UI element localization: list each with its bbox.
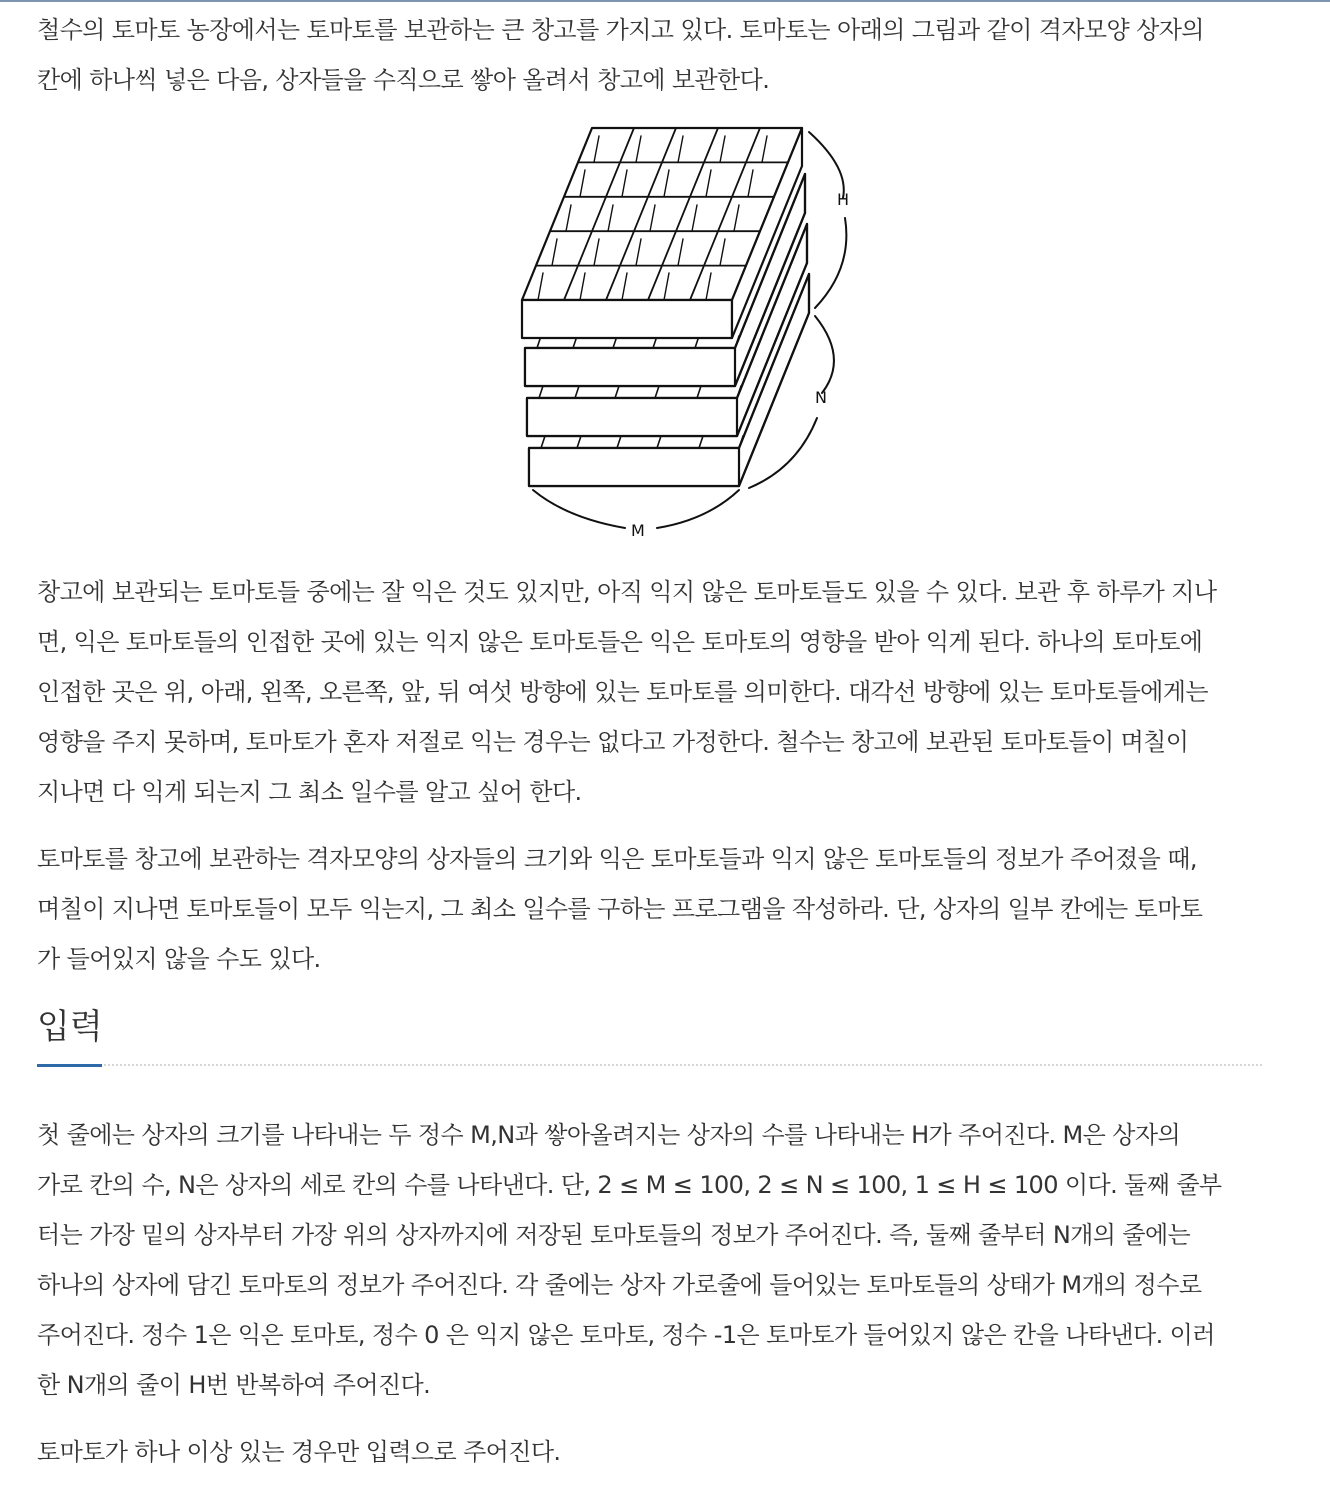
text-line: 토마토가 하나 이상 있는 경우만 입력으로 주어진다. [37, 1438, 561, 1466]
input-description [37, 1110, 1222, 1410]
text-line: 가 들어있지 않을 수도 있다. [37, 945, 321, 973]
text-line: 터는 가장 밑의 상자부터 가장 위의 상자까지에 저장된 토마토들의 정보가 주어진다. 즉, 둘째 줄부터 N개의 줄에는 [37, 1221, 1191, 1249]
problem-task [37, 834, 1202, 984]
height-label: H [837, 190, 850, 209]
top-border [0, 0, 1330, 2]
text-line: 한 N개의 줄이 H번 반복하여 주어진다. [37, 1371, 431, 1399]
box-stack-illustration [477, 118, 867, 548]
text-line: 토마토를 창고에 보관하는 격자모양의 상자들의 크기와 익은 토마토들과 익지 않은 토마토들의 정보가 주어졌을 때, [37, 845, 1197, 873]
text-line: 철수의 토마토 농장에서는 토마토를 보관하는 큰 창고를 가지고 있다. 토마토는 아래의 그림과 같이 격자모양 상자의 [37, 16, 1204, 44]
text-line: 인접한 곳은 위, 아래, 왼쪽, 오른쪽, 앞, 뒤 여섯 방향에 있는 토마토를 의미한다. 대각선 방향에 있는 토마토들에게는 [37, 678, 1208, 706]
text-line: 주어진다. 정수 1은 익은 토마토, 정수 0 은 익지 않은 토마토, 정수 -1은 토마토가 들어있지 않은 칸을 나타낸다. 이러 [37, 1321, 1215, 1349]
text-line: 지나면 다 익게 되는지 그 최소 일수를 알고 싶어 한다. [37, 778, 582, 806]
problem-ripening-rule [37, 567, 1216, 817]
tomato-box-stack-figure [477, 118, 867, 548]
depth-label: N [815, 388, 827, 407]
text-line: 며칠이 지나면 토마토들이 모두 익는지, 그 최소 일수를 구하는 프로그램을 작성하라. 단, 상자의 일부 칸에는 토마토 [37, 895, 1203, 923]
text-line: 칸에 하나씩 넣은 다음, 상자들을 수직으로 쌓아 올려서 창고에 보관한다. [37, 66, 770, 94]
section-divider-accent [37, 1064, 102, 1067]
text-line: 창고에 보관되는 토마토들 중에는 잘 익은 것도 있지만, 아직 익지 않은 토마토들도 있을 수 있다. 보관 후 하루가 지나 [37, 578, 1217, 606]
section-divider [37, 1064, 1262, 1066]
problem-intro [37, 5, 1204, 105]
text-line: 하나의 상자에 담긴 토마토의 정보가 주어진다. 각 줄에는 상자 가로줄에 들어있는 토마토들의 상태가 M개의 정수로 [37, 1271, 1202, 1299]
text-line: 첫 줄에는 상자의 크기를 나타내는 두 정수 M,N과 쌓아올려지는 상자의 수를 나타내는 H가 주어진다. M은 상자의 [37, 1121, 1181, 1149]
width-label: M [631, 521, 645, 540]
text-line: 가로 칸의 수, N은 상자의 세로 칸의 수를 나타낸다. 단, 2 ≤ M ≤ 100, 2 ≤ N ≤ 100, 1 ≤ H ≤ 100 이다. 둘째 줄부 [37, 1171, 1222, 1199]
text-line: 영향을 주지 못하며, 토마토가 혼자 저절로 익는 경우는 없다고 가정한다. 철수는 창고에 보관된 토마토들이 며칠이 [37, 728, 1189, 756]
input-note [37, 1427, 560, 1477]
input-section-title: 입력 [37, 1007, 103, 1047]
text-line: 면, 익은 토마토들의 인접한 곳에 있는 익지 않은 토마토들은 익은 토마토의 영향을 받아 익게 된다. 하나의 토마토에 [37, 628, 1203, 656]
